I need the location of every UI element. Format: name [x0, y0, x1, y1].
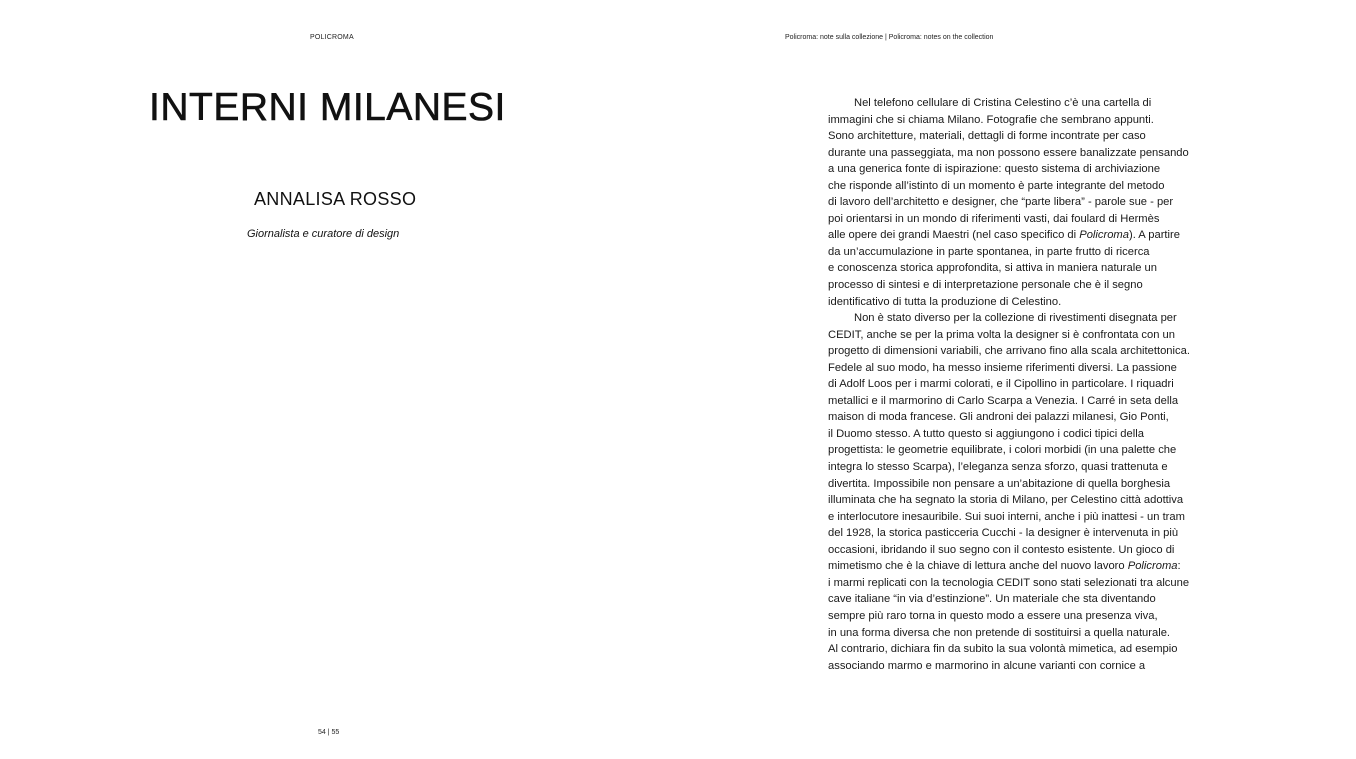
body-line	[828, 608, 1228, 625]
text-run: i marmi replicati con la tecnologia CEDIT sono stati selezionati tra alcune	[828, 576, 1190, 589]
text-run: cave italiane “in via d’estinzione”. Un materiale che sta diventando	[828, 593, 1156, 606]
text-run: a una generica fonte di ispirazione: questo sistema di archiviazione	[828, 163, 1161, 176]
body-line	[828, 161, 1228, 178]
body-line	[828, 244, 1228, 261]
running-head-right: Policroma: note sulla collezione | Policroma: notes on the collection	[785, 34, 994, 41]
text-run: Fedele al suo modo, ha messo insieme riferimenti diversi. La passione	[828, 361, 1177, 374]
text-run: illuminata che ha segnato la storia di Milano, per Celestino città adottiva	[828, 494, 1184, 507]
text-run: processo di sintesi e di interpretazione personale che è il segno	[828, 279, 1143, 292]
body-line	[828, 95, 1228, 112]
body-line	[828, 575, 1228, 592]
page-numbers: 54 | 55	[318, 729, 340, 736]
text-run: integra lo stesso Scarpa), l’eleganza senza sforzo, quasi trattenuta e	[828, 461, 1168, 474]
text-run: progetto di dimensioni variabili, che arrivano fino alla scala architettonica.	[828, 345, 1190, 358]
body-line	[828, 426, 1228, 443]
body-line	[828, 658, 1228, 675]
text-run: Al contrario, dichiara fin da subito la sua volontà mimetica, ad esempio	[828, 643, 1178, 656]
body-line	[828, 343, 1228, 360]
body-line	[828, 360, 1228, 377]
body-line	[828, 641, 1228, 658]
body-line	[828, 542, 1228, 559]
body-line	[828, 393, 1228, 410]
author-name: ANNALISA ROSSO	[254, 189, 417, 209]
text-run: divertita. Impossibile non pensare a un’abitazione di quella borghesia	[828, 477, 1171, 490]
body-line	[828, 194, 1228, 211]
body-line	[828, 625, 1228, 642]
text-run: che risponde all’istinto di un momento è parte integrante del metodo	[828, 179, 1165, 192]
italic-text: Policroma	[1127, 560, 1178, 573]
text-run: progettista: le geometrie equilibrate, i colori morbidi (in una palette che	[828, 444, 1177, 457]
text-run: durante una passeggiata, ma non possono essere banalizzate pensando	[828, 146, 1189, 159]
body-line	[828, 310, 1228, 327]
text-run: e interlocutore inesauribile. Sui suoi interni, anche i più inattesi - un tram	[828, 510, 1185, 523]
text-run: ). A partire	[1128, 229, 1180, 242]
body-line	[828, 211, 1228, 228]
text-run: Non è stato diverso per la collezione di rivestimenti disegnata per	[854, 312, 1177, 325]
text-run: mimetismo che è la chiave di lettura anche del nuovo lavoro	[828, 560, 1128, 573]
body-line	[828, 294, 1228, 311]
body-line	[828, 591, 1228, 608]
body-line	[828, 128, 1228, 145]
text-run: occasioni, ibridando il suo segno con il contesto esistente. Un gioco di	[828, 543, 1175, 556]
text-run: Sono architetture, materiali, dettagli di forme incontrate per caso	[828, 130, 1146, 143]
body-line	[828, 558, 1228, 575]
body-line	[828, 409, 1228, 426]
text-run: e conoscenza storica approfondita, si attiva in maniera naturale un	[828, 262, 1157, 275]
text-run: maison di moda francese. Gli androni dei palazzi milanesi, Gio Ponti,	[828, 411, 1169, 424]
page-title: INTERNI MILANESI	[149, 86, 506, 129]
text-run: da un’accumulazione in parte spontanea, in parte frutto di ricerca	[828, 245, 1150, 258]
body-line	[828, 376, 1228, 393]
text-run: associando marmo e marmorino in alcune varianti con cornice a	[828, 659, 1146, 672]
text-run: del 1928, la storica pasticceria Cucchi - la designer è intervenuta in più	[828, 527, 1179, 540]
text-run: in una forma diversa che non pretende di sostituirsi a quella naturale.	[828, 626, 1171, 639]
body-line	[828, 145, 1228, 162]
text-run: sempre più raro torna in questo modo a essere una presenza viva,	[828, 609, 1158, 622]
body-line	[828, 112, 1228, 129]
body-line	[828, 277, 1228, 294]
body-line	[828, 459, 1228, 476]
body-line	[828, 260, 1228, 277]
text-run: di lavoro dell’architetto e designer, che “parte libera” - parole sue - per	[828, 196, 1174, 209]
article-body	[828, 95, 1228, 674]
text-run: di Adolf Loos per i marmi colorati, e il Cipollino in particolare. I riquadri	[828, 378, 1174, 391]
body-line	[828, 442, 1228, 459]
body-line	[828, 525, 1228, 542]
text-run: Nel telefono cellulare di Cristina Celestino c’è una cartella di	[854, 97, 1152, 109]
body-line	[828, 327, 1228, 344]
body-line	[828, 509, 1228, 526]
text-run: metallici e il marmorino di Carlo Scarpa a Venezia. I Carré in seta della	[828, 394, 1179, 407]
text-run: :	[1177, 560, 1181, 573]
text-run: il Duomo stesso. A tutto questo si aggiungono i codici tipici della	[828, 427, 1144, 440]
body-line	[828, 492, 1228, 509]
text-run: identificativo di tutta la produzione di Celestino.	[828, 295, 1062, 308]
body-line	[828, 178, 1228, 195]
text-run: alle opere dei grandi Maestri (nel caso specifico di	[828, 229, 1080, 242]
text-run: poi orientarsi in un mondo di riferimenti vasti, dai foulard di Hermès	[828, 212, 1160, 225]
italic-text: Policroma	[1079, 229, 1129, 242]
text-run: immagini che si chiama Milano. Fotografie che sembrano appunti.	[828, 113, 1154, 126]
body-line	[828, 476, 1228, 493]
author-role: Giornalista e curatore di design	[247, 228, 400, 240]
text-run: CEDIT, anche se per la prima volta la designer si è confrontata con un	[828, 328, 1175, 341]
running-head-left: POLICROMA	[310, 34, 354, 41]
body-line	[828, 227, 1228, 244]
